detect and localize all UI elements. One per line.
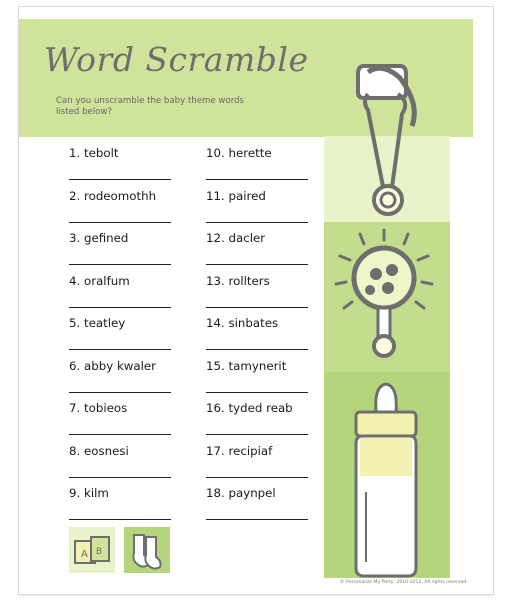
answer-line [206,179,308,180]
answer-line [69,477,171,478]
word-label: 4. oralfum [69,273,130,288]
answer-line [69,434,171,435]
answer-line [206,349,308,350]
word-label: 3. gefined [69,231,129,245]
baby-bottle-icon [324,372,450,578]
answer-line [206,264,308,265]
word-label: 18. paynpel [206,486,276,500]
answer-line [206,392,308,393]
answer-line [206,307,308,308]
svg-text:B: B [96,547,103,557]
safety-pin-panel [324,32,450,222]
safety-pin-icon [324,32,450,222]
answer-line [206,222,308,223]
page-title: Word Scramble [44,40,309,79]
word-label: 11. paired [206,188,266,203]
word-label: 14. sinbates [206,316,279,330]
answer-line [206,434,308,435]
instructions-text: Can you unscramble the baby theme words listed below? [56,96,245,117]
bottle-panel [324,372,450,578]
word-label: 17. recipiaf [206,443,273,458]
word-label: 12. dacler [206,231,266,245]
baby-socks-icon [124,527,170,573]
answer-line [69,519,171,520]
word-label: 9. kilm [69,486,109,500]
answer-line [69,307,171,308]
answer-line [69,264,171,265]
answer-line [69,222,171,223]
answer-line [69,392,171,393]
word-label: 2. rodeomothh [69,188,157,203]
answer-line [69,349,171,350]
rattle-icon [324,222,450,372]
copyright-text: © Personalize My Party, 2010-2012. All rights reserved. [340,580,468,585]
art-column [324,32,450,578]
rattle-panel [324,222,450,372]
answer-line [206,477,308,478]
word-label: 13. rollters [206,273,270,288]
word-label: 1. tebolt [69,146,119,160]
svg-text:A: A [81,549,88,560]
blocks-thumbnail [69,527,115,573]
word-label: 6. abby kwaler [69,358,157,373]
word-label: 8. eosnesi [69,443,129,458]
word-label: 15. tamynerit [206,358,287,373]
socks-thumbnail [124,527,170,573]
word-label: 10. herette [206,146,272,160]
answer-line [69,179,171,180]
baby-blocks-icon [69,527,115,573]
word-label: 5. teatley [69,316,126,330]
word-label: 7. tobieos [69,401,128,415]
answer-line [206,519,308,520]
word-label: 16. tyded reab [206,401,293,415]
